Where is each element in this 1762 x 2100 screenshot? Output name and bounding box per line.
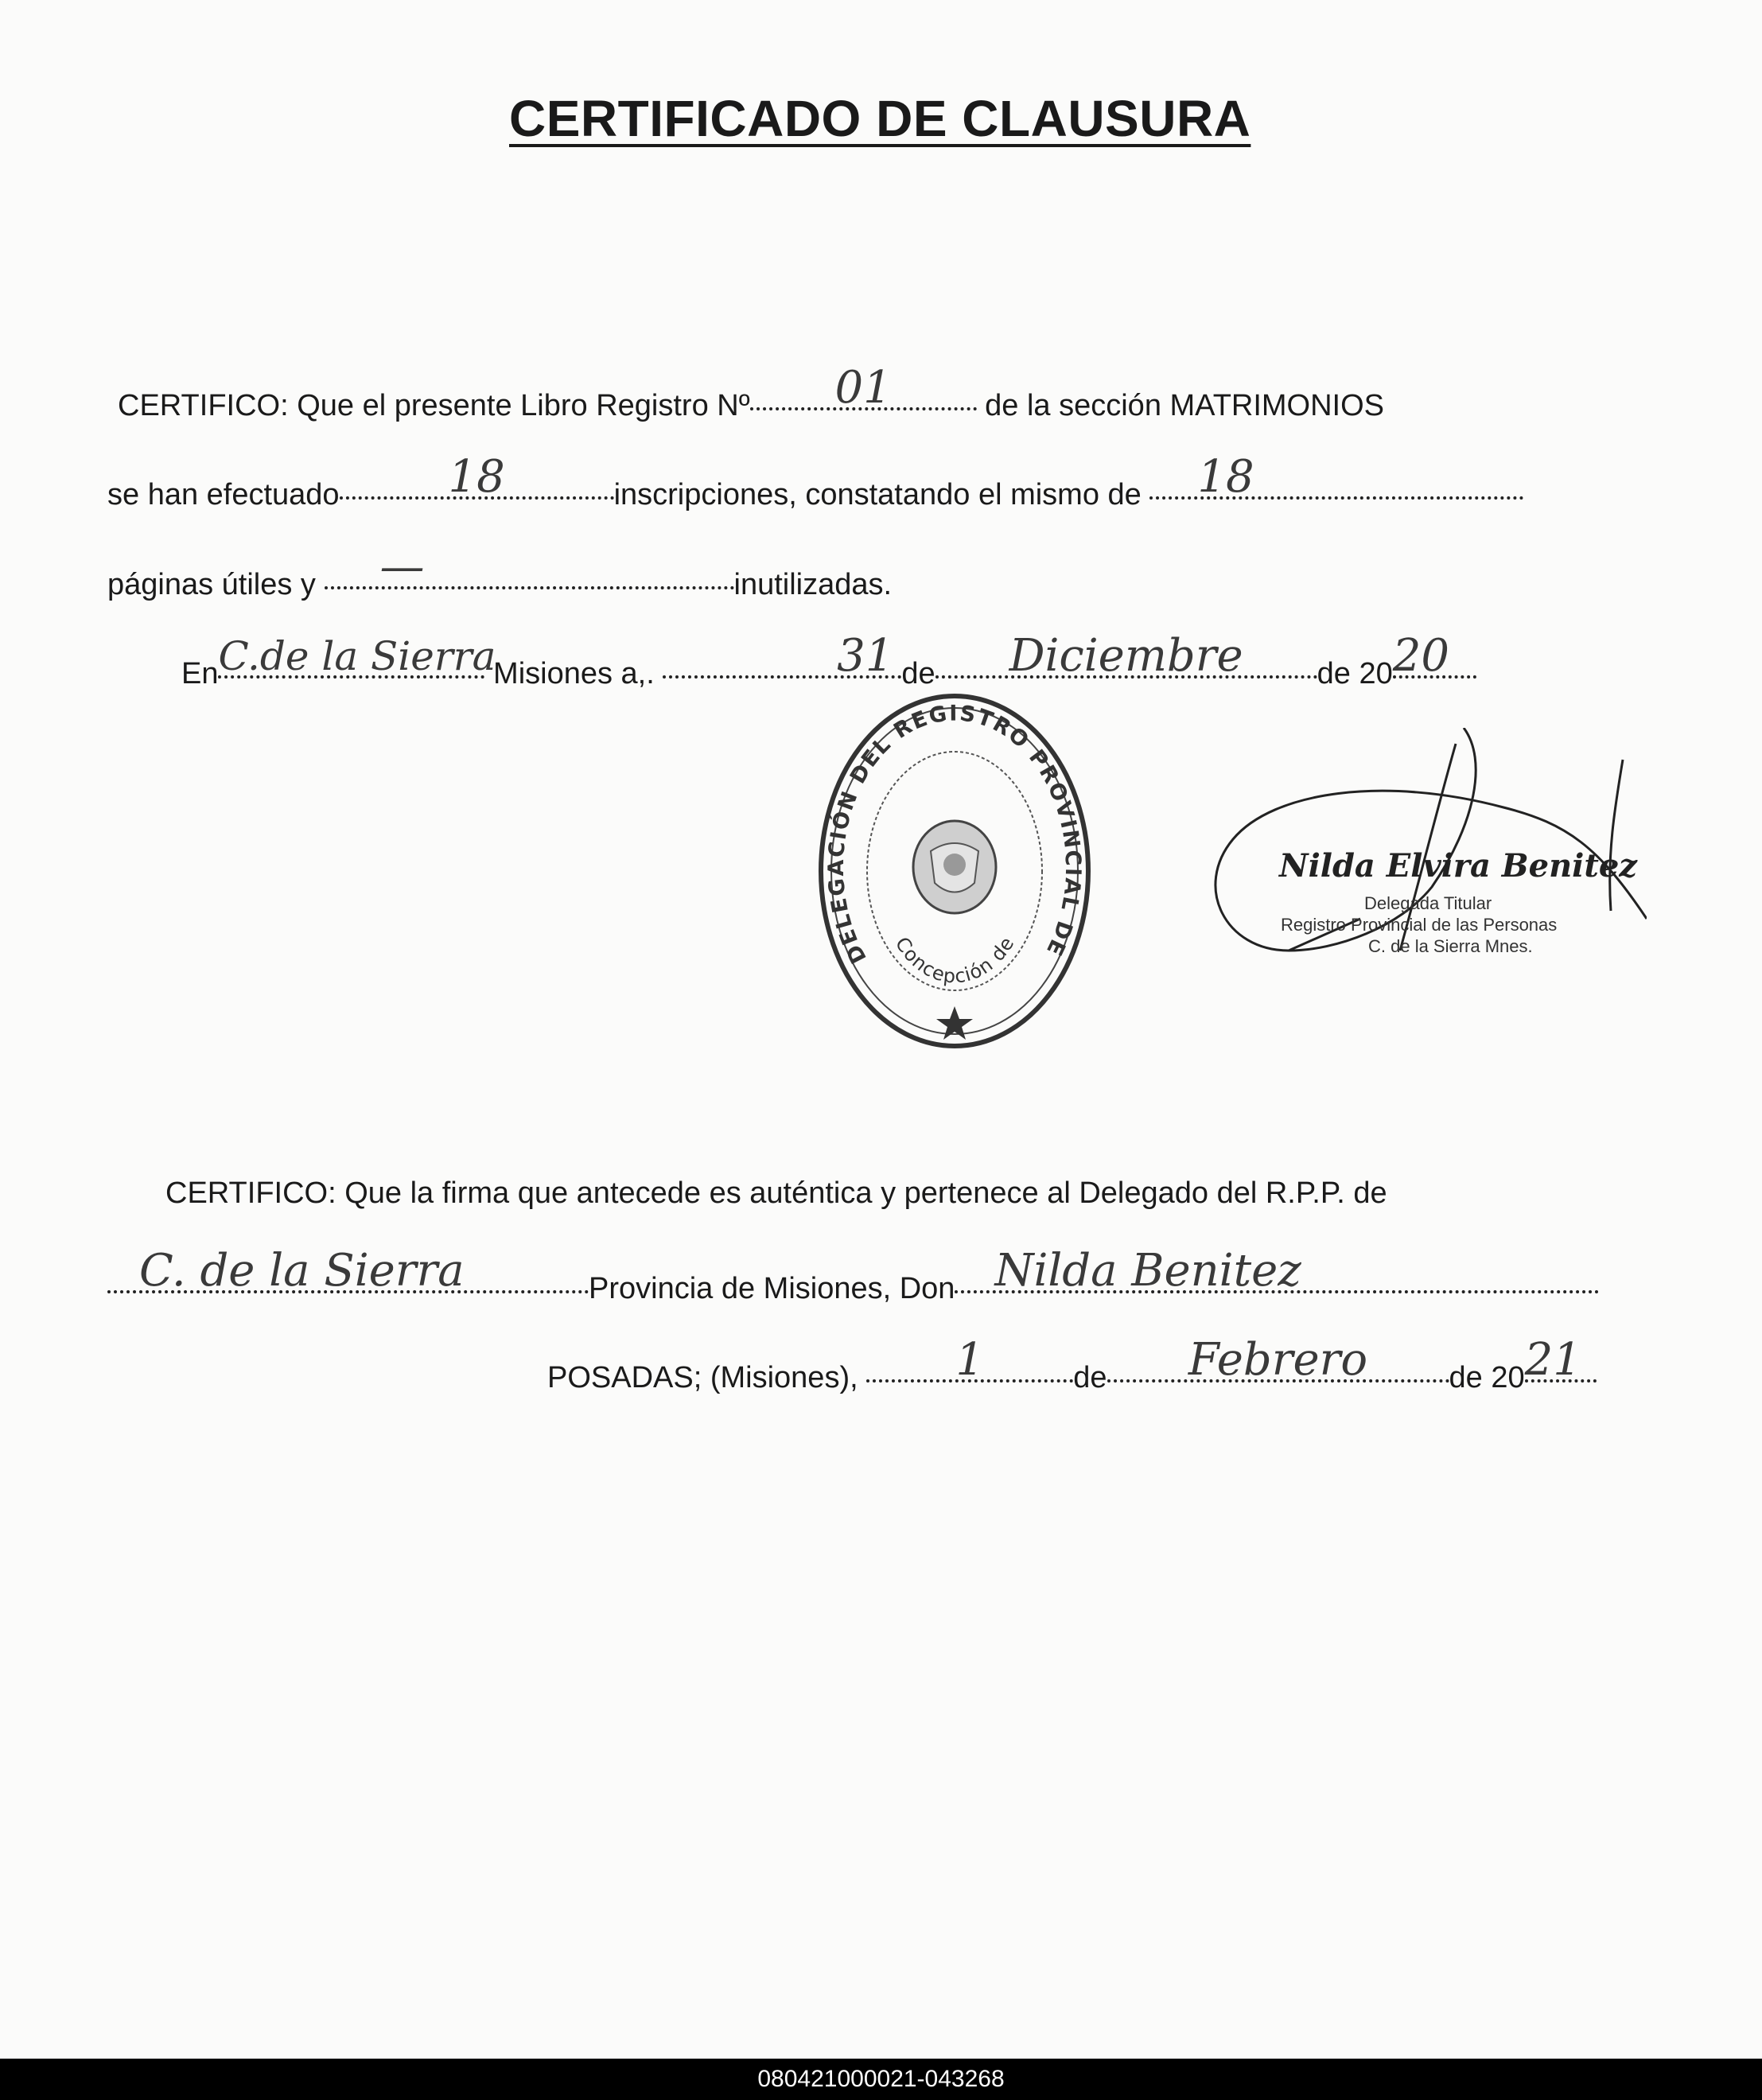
- cert1-line1-suffix: de la sección MATRIMONIOS: [976, 389, 1385, 422]
- dia2-field: [866, 1334, 1073, 1387]
- cert2-line3-de: de: [1073, 1361, 1107, 1394]
- signer-location: C. de la Sierra Mnes.: [1368, 936, 1533, 956]
- inscripciones-value: 18: [448, 451, 505, 503]
- mes-value: Diciembre: [1009, 630, 1243, 682]
- cert2-line1: CERTIFICO: Que la firma que antecede es auténtica y pertenece al Delegado del R.P.P. de: [165, 1176, 1387, 1210]
- cert1-line4-year-prefix: de 20: [1317, 657, 1393, 690]
- year2-field: [1524, 1334, 1597, 1387]
- cert1-line3: [107, 541, 893, 605]
- stamp-inner-text: Concepción de: [890, 932, 1019, 988]
- delegado-value: Nilda Benitez: [994, 1245, 1301, 1297]
- cert2-line3-year-prefix: de 20: [1449, 1361, 1525, 1394]
- signer-office: Registro Provincial de las Personas: [1281, 915, 1558, 935]
- cert2-line2: [107, 1245, 1599, 1309]
- lugar-value: C.de la Sierra: [218, 633, 496, 679]
- cert2-line3: [547, 1334, 1597, 1398]
- signer-name: Nilda Elvira Benitez: [1279, 847, 1637, 885]
- signer-role: Delegada Titular: [1364, 893, 1492, 913]
- inscripciones-field: [340, 451, 614, 504]
- cert1-line4-de: de: [901, 657, 935, 690]
- cert2-line3-prefix: POSADAS; (Misiones),: [547, 1361, 867, 1394]
- cert1-line2-prefix: se han efectuado: [107, 478, 340, 511]
- localidad-value: C. de la Sierra: [139, 1245, 465, 1297]
- cert1-line3-prefix: páginas útiles y: [107, 568, 325, 601]
- cert2-line2-middle: Provincia de Misiones, Don: [589, 1272, 955, 1305]
- dia-field: [663, 630, 901, 683]
- official-stamp: [811, 688, 1098, 1054]
- footer-barcode-label: 080421000021-043268: [0, 2059, 1762, 2100]
- lugar-field: [218, 633, 496, 683]
- cert1-line2-middle: inscripciones, constatando el mismo de: [613, 478, 1150, 511]
- cert1-line3-suffix: inutilizadas.: [733, 568, 893, 601]
- paginas-utiles-value: 18: [1197, 451, 1254, 503]
- cert1-line4-middle: Misiones a,.: [484, 657, 663, 690]
- mes-field: [935, 630, 1317, 683]
- cert1-line4-prefix: En: [181, 657, 219, 690]
- delegado-field: [955, 1245, 1599, 1298]
- paginas-utiles-field: [1149, 451, 1523, 504]
- registro-number-value: 01: [834, 362, 892, 414]
- year-value: 20: [1392, 630, 1449, 682]
- inutilizadas-value: —: [379, 541, 425, 593]
- registro-number-field: [750, 362, 977, 415]
- inutilizadas-field: [325, 541, 734, 594]
- dia2-value: 1: [955, 1334, 985, 1386]
- cert1-line2: [107, 451, 1523, 515]
- cert1-line1-prefix: CERTIFICO: Que el presente Libro Registro Nº: [118, 389, 750, 422]
- document-title: CERTIFICADO DE CLAUSURA: [509, 90, 1251, 147]
- year-field: [1392, 630, 1476, 683]
- cert1-line1: [118, 362, 1385, 426]
- signature-block: [1201, 728, 1647, 966]
- mes2-value: Febrero: [1188, 1334, 1368, 1386]
- stamp-seal-icon: [811, 688, 1098, 1054]
- year2-value: 21: [1524, 1334, 1581, 1386]
- provincial-shield-icon: [913, 821, 996, 913]
- stamp-outer-text: DELEGACIÓN DEL REGISTRO PROVINCIAL DE: [823, 701, 1086, 968]
- dia-value: 31: [837, 630, 894, 682]
- cert1-line4: [181, 630, 1476, 694]
- mes2-field: [1107, 1334, 1449, 1387]
- localidad-field: [107, 1245, 589, 1298]
